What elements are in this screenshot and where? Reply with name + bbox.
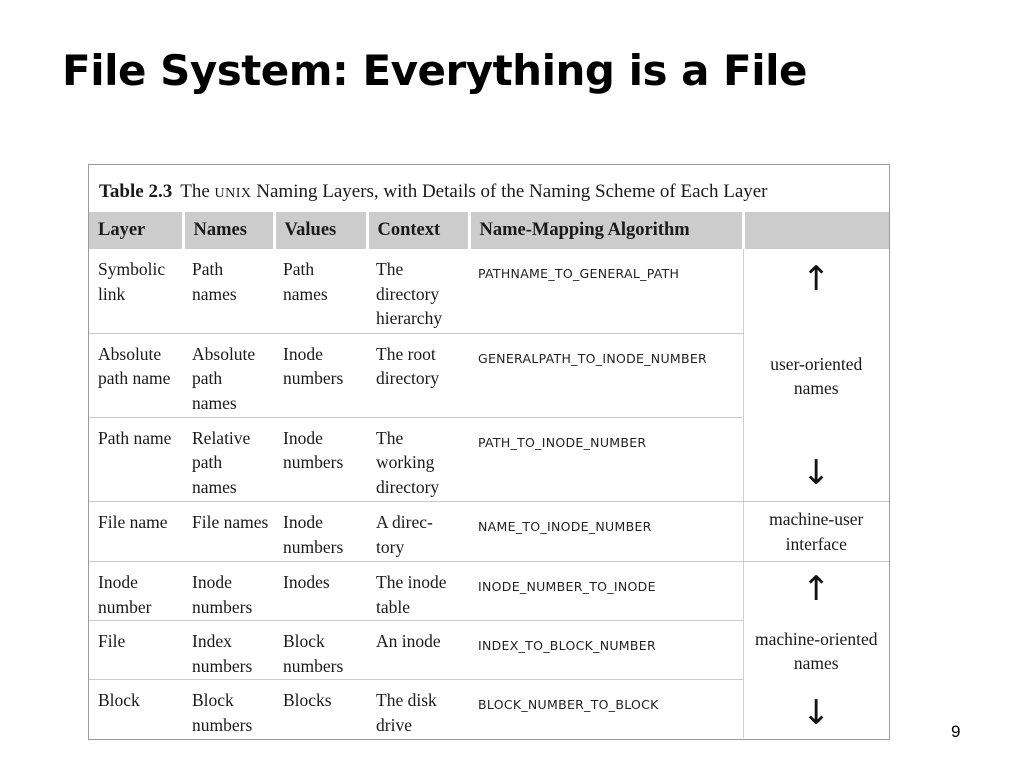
arrow-up-icon: ↑	[802, 569, 831, 609]
cell-values: Inodes	[274, 562, 367, 621]
side-label-machine-oriented: machine-oriented names	[755, 628, 878, 673]
cell-values: Path names	[274, 249, 367, 333]
caption-text-pre: The	[180, 181, 215, 202]
cell-context: The working directory	[367, 417, 469, 501]
side-label-user-oriented: user-oriented names	[770, 353, 863, 398]
cell-algorithm: INODE_NUMBER_TO_INODE	[469, 562, 743, 621]
cell-algorithm: BLOCK_NUMBER_TO_BLOCK	[478, 697, 659, 713]
cell-names: Path names	[183, 249, 274, 333]
cell-context: The root directory	[367, 333, 469, 417]
cell-context: The inode table	[367, 562, 469, 621]
arrow-up-icon: ↑	[802, 259, 831, 299]
cell-layer: Path name	[89, 417, 183, 501]
arrow-down-icon: ↓	[802, 453, 831, 493]
cell-values: Blocks	[283, 690, 332, 711]
table-row	[89, 562, 889, 621]
header-side	[743, 212, 889, 249]
header-context: Context	[367, 212, 469, 249]
cell-names: Block numbers	[192, 690, 253, 735]
cell-layer: File name	[89, 502, 183, 562]
cell-names: Absolute path names	[183, 333, 274, 417]
table-row	[89, 502, 889, 562]
cell-values: Inode numbers	[274, 502, 367, 562]
caption-text-post: Naming Layers, with Details of the Naming Scheme of Each Layer	[251, 181, 768, 202]
table-header-row	[89, 212, 889, 249]
arrow-down-icon: ↓	[802, 693, 831, 733]
cell-algorithm: INDEX_TO_BLOCK_NUMBER	[469, 621, 743, 680]
cell-names: File names	[183, 502, 274, 562]
cell-names: Relative path names	[183, 417, 274, 501]
cell-algorithm: PATHNAME_TO_GENERAL_PATH	[469, 249, 743, 333]
header-values: Values	[274, 212, 367, 249]
cell-values: Inode numbers	[274, 417, 367, 501]
naming-layers-table	[89, 212, 889, 738]
cell-algorithm: PATH_TO_INODE_NUMBER	[469, 417, 743, 501]
table-caption	[99, 181, 768, 203]
cell-values: Block numbers	[274, 621, 367, 680]
header-names: Names	[183, 212, 274, 249]
cell-layer: Symbolic link	[89, 249, 183, 333]
side-group-machine	[743, 562, 889, 739]
header-algorithm: Name-Mapping Algorithm	[469, 212, 743, 249]
cell-names: Index numbers	[183, 621, 274, 680]
page-number: 9	[951, 722, 961, 741]
side-group-interface	[743, 502, 889, 562]
cell-algorithm: GENERALPATH_TO_INODE_NUMBER	[469, 333, 743, 417]
side-group-user	[743, 249, 889, 502]
cell-layer: Absolute path name	[89, 333, 183, 417]
cell-context: The disk drive	[376, 690, 437, 735]
side-label-machine-user-interface: machine-user interface	[769, 509, 864, 554]
cell-context: An inode	[367, 621, 469, 680]
cell-values: Inode numbers	[274, 333, 367, 417]
header-layer: Layer	[89, 212, 183, 249]
cell-layer: Inode number	[89, 562, 183, 621]
table-row	[89, 249, 889, 333]
cell-algorithm: NAME_TO_INODE_NUMBER	[469, 502, 743, 562]
caption-unix: UNIX	[214, 186, 252, 201]
cell-layer: File	[89, 621, 183, 680]
slide-title: File System: Everything is a File	[62, 46, 808, 95]
naming-layers-table-figure	[88, 164, 890, 740]
cell-context: The directory hierarchy	[367, 249, 469, 333]
cell-layer: Block	[98, 690, 140, 711]
cell-context: A direc- tory	[367, 502, 469, 562]
caption-number: Table 2.3	[99, 181, 173, 202]
cell-names: Inode numbers	[183, 562, 274, 621]
